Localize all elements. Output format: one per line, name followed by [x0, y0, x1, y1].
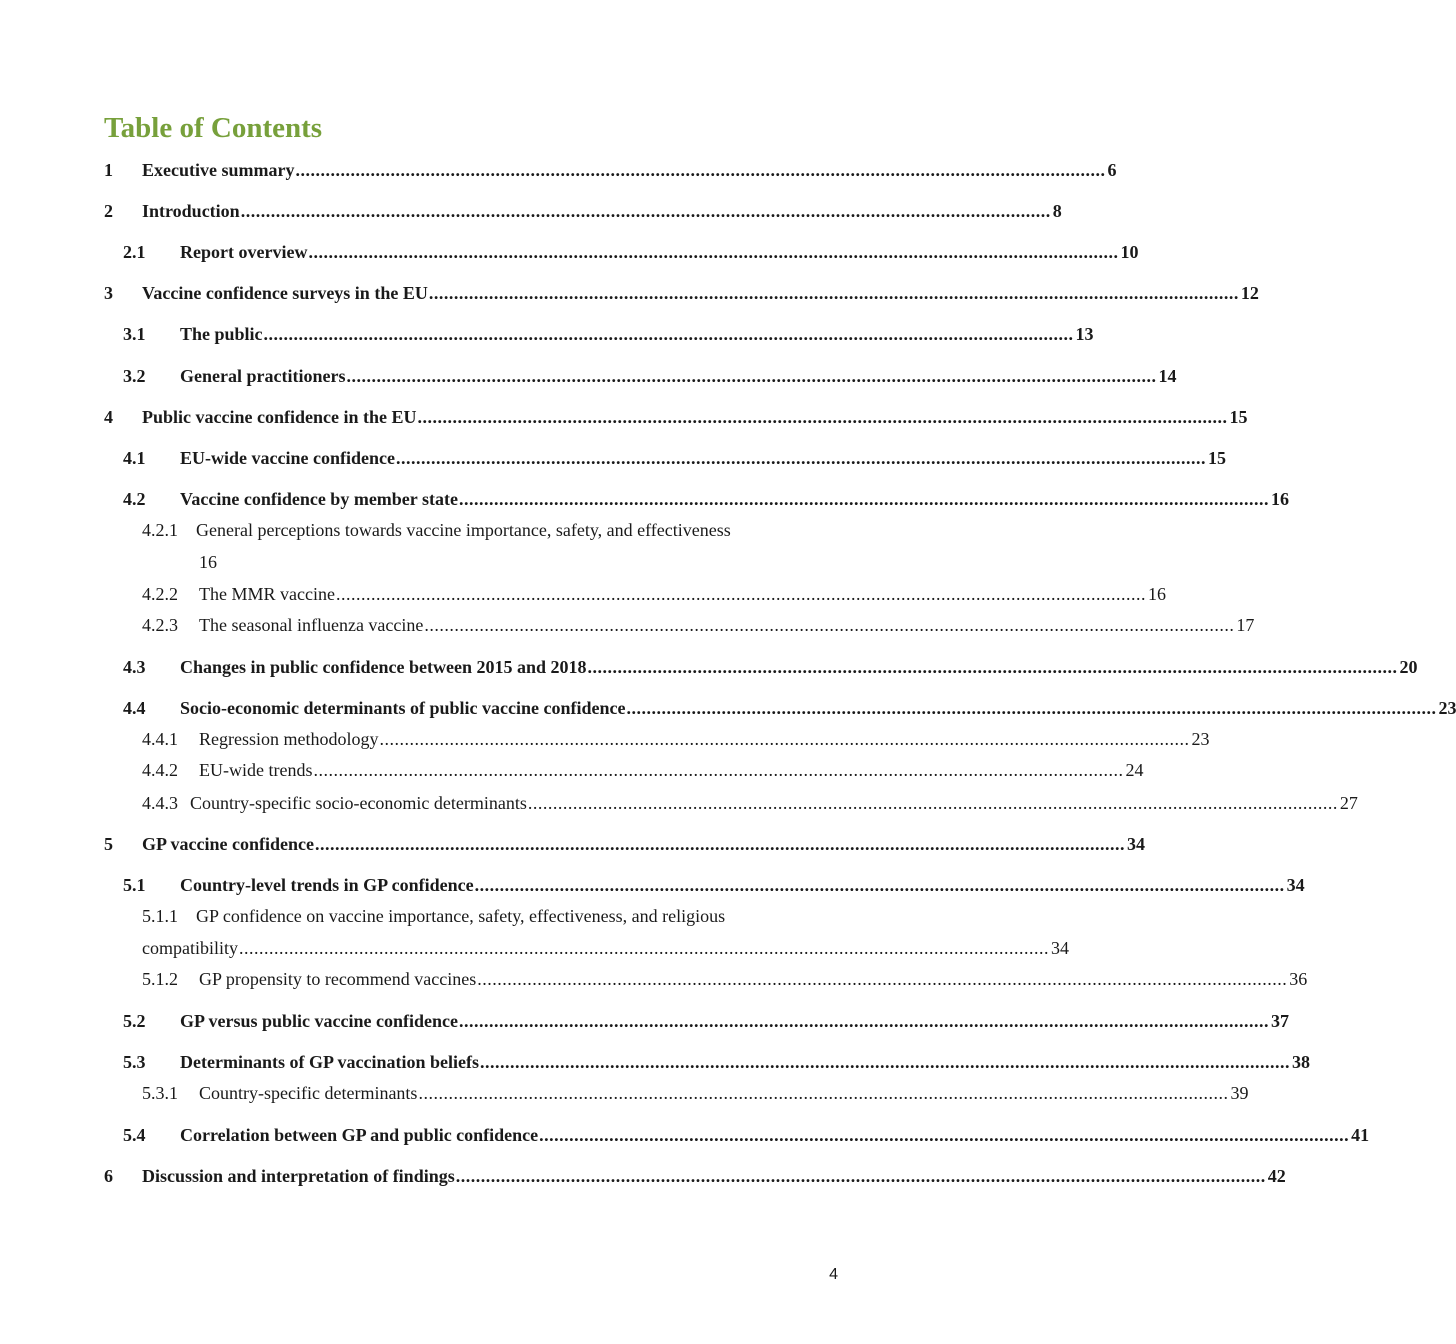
toc-entry[interactable] — [142, 757, 1144, 783]
toc-entry[interactable] — [123, 872, 1305, 898]
toc-entry-page: 39 — [1230, 1083, 1249, 1103]
toc-entry-label: GP propensity to recommend vaccines — [199, 969, 477, 989]
dot-leader: .................................................................................................................................................................. — [424, 615, 1235, 635]
toc-entry-page: 13 — [1075, 324, 1094, 344]
toc-entry-number: 4.2.1 — [142, 520, 178, 540]
toc-entry-page: 24 — [1125, 760, 1144, 780]
toc-entry[interactable] — [142, 966, 1308, 992]
toc-entry-page: 42 — [1267, 1166, 1286, 1186]
toc-entry-number: 4.1 — [123, 448, 146, 468]
toc-entry-label: Vaccine confidence surveys in the EU — [142, 283, 428, 303]
toc-entry-label: GP versus public vaccine confidence — [180, 1011, 458, 1031]
dot-leader: .................................................................................................................................................................. — [379, 729, 1190, 749]
dot-leader: .................................................................................................................................................................. — [346, 366, 1157, 386]
toc-entry-page: 12 — [1240, 283, 1259, 303]
toc-entry[interactable] — [142, 517, 731, 543]
toc-entry-page: 16 — [199, 552, 217, 572]
dot-leader: .................................................................................................................................................................. — [474, 875, 1285, 895]
toc-entry[interactable] — [104, 831, 1145, 857]
dot-leader: .................................................................................................................................................................. — [428, 283, 1239, 303]
toc-entry-page: 15 — [1207, 448, 1226, 468]
toc-entry-page: 23 — [1191, 729, 1210, 749]
dot-leader: .................................................................................................................................................................. — [239, 938, 1049, 958]
toc-entry-number: 3.1 — [123, 324, 146, 344]
toc-entry-page: 16 — [1147, 584, 1166, 604]
toc-entry-label: Socio-economic determinants of public vaccine confidence — [180, 698, 626, 718]
toc-entry-page: 8 — [1052, 201, 1062, 221]
toc-entry-page: 10 — [1120, 242, 1139, 262]
toc-entry-number: 5.3 — [123, 1052, 146, 1072]
toc-entry-label: EU-wide trends — [199, 760, 313, 780]
toc-entry-page: 17 — [1236, 615, 1255, 635]
toc-entry-label: Country-specific socio-economic determinants — [190, 793, 527, 813]
toc-entry-page: 15 — [1229, 407, 1248, 427]
toc-entry-page: 34 — [1126, 834, 1145, 854]
toc-entry[interactable] — [123, 321, 1094, 347]
toc-entry-page: 6 — [1107, 160, 1117, 180]
toc-entry-page: 20 — [1399, 657, 1418, 677]
toc-entry[interactable] — [142, 726, 1210, 752]
toc-entry-label: The MMR vaccine — [199, 584, 335, 604]
toc-entry-label: Determinants of GP vaccination beliefs — [180, 1052, 479, 1072]
toc-entry-number: 4.2.3 — [142, 615, 178, 635]
toc-entry-page: 36 — [1289, 969, 1308, 989]
toc-entry-page: 38 — [1291, 1052, 1310, 1072]
toc-entry-number: 4.2 — [123, 489, 146, 509]
dot-leader: .................................................................................................................................................................. — [458, 489, 1269, 509]
toc-entry-number: 4.4.3 — [142, 793, 178, 813]
toc-entry-number: 4.4.2 — [142, 760, 178, 780]
toc-entry-label: Discussion and interpretation of findings — [142, 1166, 455, 1186]
toc-entry-label: EU-wide vaccine confidence — [180, 448, 395, 468]
dot-leader: .................................................................................................................................................................. — [314, 834, 1125, 854]
toc-entry[interactable] — [123, 654, 1418, 680]
toc-entry-number: 2 — [104, 201, 113, 221]
toc-entry-label: General perceptions towards vaccine importance, safety, and effectiveness — [196, 520, 731, 540]
toc-entry-label: Country-level trends in GP confidence — [180, 875, 474, 895]
toc-entry[interactable] — [123, 363, 1177, 389]
toc-entry[interactable] — [104, 1163, 1286, 1189]
toc-entry-page: 14 — [1158, 366, 1177, 386]
toc-entry-page: 23 — [1438, 698, 1456, 718]
dot-leader: .................................................................................................................................................................. — [418, 1083, 1229, 1103]
toc-entry-number: 5 — [104, 834, 113, 854]
dot-leader: .................................................................................................................................................................. — [527, 793, 1338, 813]
dot-leader: .................................................................................................................................................................. — [587, 657, 1398, 677]
toc-entry-number: 4.4 — [123, 698, 146, 718]
dot-leader: .................................................................................................................................................................. — [263, 324, 1074, 344]
toc-entry-continuation[interactable] — [142, 935, 1069, 961]
toc-entry-label: Report overview — [180, 242, 308, 262]
toc-entry-page: 37 — [1271, 1011, 1289, 1031]
toc-entry[interactable] — [142, 790, 1358, 816]
toc-entry-page: 16 — [1270, 489, 1289, 509]
toc-entry[interactable] — [123, 445, 1226, 471]
dot-leader: .................................................................................................................................................................. — [626, 698, 1437, 718]
toc-entry-number: 4.3 — [123, 657, 146, 677]
dot-leader: .................................................................................................................................................................. — [395, 448, 1206, 468]
toc-entry-page: 41 — [1351, 1125, 1370, 1145]
toc-entry-page: 27 — [1339, 793, 1358, 813]
toc-entry[interactable] — [142, 581, 1166, 607]
toc-entry-number: 5.1.1 — [142, 906, 178, 926]
toc-entry-number: 5.3.1 — [142, 1083, 178, 1103]
toc-entry-number: 4 — [104, 407, 113, 427]
toc-entry-label: GP confidence on vaccine importance, safety, effectiveness, and religious — [196, 906, 726, 926]
toc-entry-label: Public vaccine confidence in the EU — [142, 407, 417, 427]
toc-entry-label: GP vaccine confidence — [142, 834, 314, 854]
dot-leader: .................................................................................................................................................................. — [479, 1052, 1290, 1072]
dot-leader: .................................................................................................................................................................. — [417, 407, 1228, 427]
toc-entry-number: 5.2 — [123, 1011, 146, 1031]
toc-entry-number: 1 — [104, 160, 113, 180]
toc-entry[interactable] — [123, 486, 1289, 512]
toc-entry-page: 34 — [1051, 938, 1069, 958]
toc-entry-number: 5.1.2 — [142, 969, 178, 989]
page-title: Table of Contents — [104, 112, 323, 144]
toc-entry-label: Correlation between GP and public confidence — [180, 1125, 539, 1145]
toc-entry[interactable] — [104, 280, 1259, 306]
toc-entry-number: 5.1 — [123, 875, 146, 895]
toc-entry[interactable] — [123, 1122, 1370, 1148]
toc-entry[interactable] — [142, 903, 725, 929]
toc-entry-label: The seasonal influenza vaccine — [199, 615, 424, 635]
toc-entry[interactable] — [123, 695, 1456, 721]
toc-entry-number: 4.4.1 — [142, 729, 178, 749]
dot-leader: .................................................................................................................................................................. — [313, 760, 1124, 780]
toc-entry[interactable] — [104, 404, 1248, 430]
toc-entry-label: Introduction — [142, 201, 240, 221]
toc-entry[interactable] — [142, 612, 1255, 638]
dot-leader: .................................................................................................................................................................. — [455, 1166, 1266, 1186]
dot-leader: .................................................................................................................................................................. — [539, 1125, 1350, 1145]
dot-leader: .................................................................................................................................................................. — [335, 584, 1146, 604]
dot-leader: .................................................................................................................................................................. — [240, 201, 1051, 221]
toc-entry[interactable] — [123, 239, 1139, 265]
toc-entry-label: Changes in public confidence between 2015 and 2018 — [180, 657, 587, 677]
toc-entry-label: General practitioners — [180, 366, 346, 386]
toc-entry-label: compatibility — [142, 938, 238, 958]
toc-entry-number: 4.2.2 — [142, 584, 178, 604]
toc-entry-number: 6 — [104, 1166, 113, 1186]
toc-entry-number: 5.4 — [123, 1125, 146, 1145]
toc-entry[interactable] — [142, 1080, 1249, 1106]
toc-entry-label: Country-specific determinants — [199, 1083, 418, 1103]
toc-entry[interactable] — [123, 1049, 1310, 1075]
dot-leader: .................................................................................................................................................................. — [308, 242, 1119, 262]
toc-entry[interactable] — [104, 198, 1062, 224]
dot-leader: .................................................................................................................................................................. — [459, 1011, 1269, 1031]
toc-entry-label: The public — [180, 324, 263, 344]
toc-entry-number: 3.2 — [123, 366, 146, 386]
toc-entry-page: 34 — [1286, 875, 1305, 895]
toc-entry-label: Regression methodology — [199, 729, 379, 749]
toc-entry-label: Executive summary — [142, 160, 295, 180]
toc-entry[interactable] — [104, 157, 1117, 183]
toc-entry-label: Vaccine confidence by member state — [180, 489, 458, 509]
toc-entry[interactable] — [123, 1008, 1289, 1034]
toc-entry-number: 3 — [104, 283, 113, 303]
page-number: 4 — [829, 1266, 838, 1283]
toc-entry-number: 2.1 — [123, 242, 146, 262]
dot-leader: .................................................................................................................................................................. — [295, 160, 1106, 180]
dot-leader: .................................................................................................................................................................. — [477, 969, 1288, 989]
